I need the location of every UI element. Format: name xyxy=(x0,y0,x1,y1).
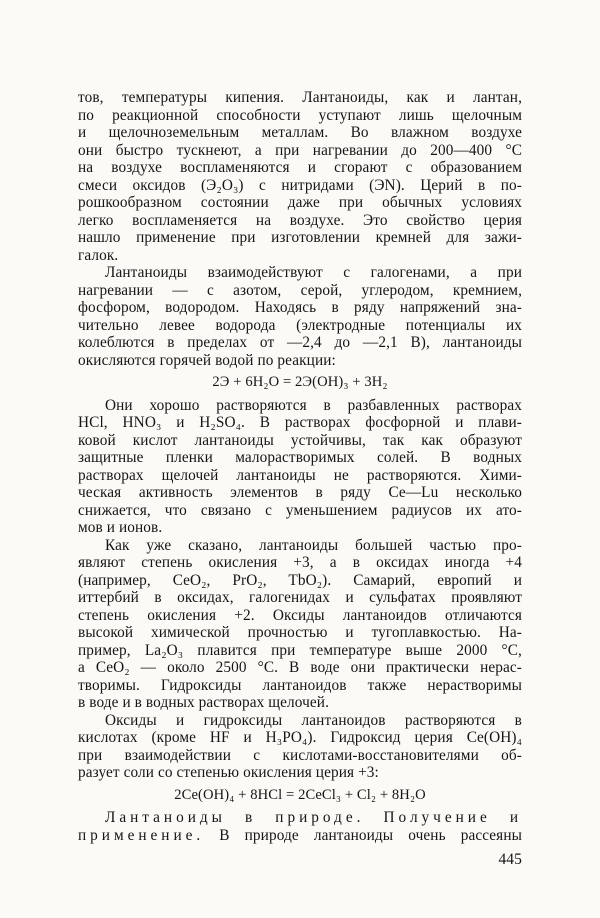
text-line xyxy=(78,827,522,845)
text-line: степень окисления +2. Оксиды лантаноидов отличаются xyxy=(78,606,522,624)
text-line: рошкообразном состоянии даже при обычных условиях xyxy=(78,194,522,211)
text-line: они быстро тускнеют, а при нагревании до 200—400 °С xyxy=(78,141,522,159)
text-line: по реакционной способности уступают лишь щелочным xyxy=(78,106,522,124)
text-line: Оксиды и гидроксиды лантаноидов растворяются в xyxy=(105,711,522,729)
text-line: ческая активность элементов в ряду Ce—Lu несколько xyxy=(78,484,522,501)
spaced-heading-line: Лантаноиды в природе. Получение и xyxy=(105,809,522,826)
text-line: тов, температуры кипения. Лантаноиды, как и лантан, xyxy=(78,89,522,106)
text-line: на воздухе воспламеняются и сгорают с образованием xyxy=(78,159,522,176)
equation-2: 2Ce(OH)₄ + 8HCl = 2CeCl₃ + Cl₂ + 8H₂O xyxy=(174,786,426,803)
text-line: нагревании — с азотом, серой, углеродом, кремнием, xyxy=(78,281,522,299)
text-line: высокой химической прочностью и тугоплавкостью. На- xyxy=(78,624,522,641)
text-line: являют степень окисления +3, а в оксидах иногда +4 xyxy=(78,554,522,571)
text-line: Лантаноиды взаимодействуют с галогенами, а при xyxy=(105,264,522,281)
text-run: В природе лантаноиды очень рассеяны xyxy=(219,826,522,844)
text-line: чительно левее водорода (электродные потенциалы их xyxy=(78,316,522,334)
text-line: ковой кислот лантаноиды устойчивы, так как образуют xyxy=(78,431,522,449)
paragraph-5 xyxy=(78,712,522,782)
text-column xyxy=(78,89,522,869)
paragraph-4 xyxy=(78,537,522,712)
paragraph-1 xyxy=(78,89,522,264)
paragraph-6 xyxy=(78,809,522,844)
text-line: при взаимодействии с кислотами-восстановителями об- xyxy=(78,746,522,764)
text-line: смеси оксидов (Э₂О₃) с нитридами (ЭN). Церий в по- xyxy=(78,176,522,194)
text-line: фосфором, водородом. Находясь в ряду напряжений зна- xyxy=(78,299,522,316)
text-line: мов и ионов. xyxy=(78,519,163,536)
text-line: творимы. Гидроксиды лантаноидов также нерастворимы xyxy=(78,676,522,694)
text-line: Они хорошо растворяются в разбавленных растворах xyxy=(105,396,522,414)
text-line: пример, La₂O₃ плавится при температуре выше 2000 °С, xyxy=(78,641,522,659)
text-line: окисляются горячей водой по реакции: xyxy=(78,351,336,369)
spaced-heading-continuation: применение. xyxy=(78,826,205,844)
text-line: иттербий в оксидах, галогенидах и сульфатах проявляют xyxy=(78,589,522,606)
text-line: защитные пленки малорастворимых солей. В водных xyxy=(78,449,522,466)
text-line: растворах щелочей лантаноиды не растворяются. Хими- xyxy=(78,466,522,484)
text-line: легко воспламеняется на воздухе. Это свойство церия xyxy=(78,211,522,229)
text-line: галок. xyxy=(78,246,119,264)
text-line: (например, CeO₂, PrO₂, TbO₂). Самарий, европий и xyxy=(78,571,522,589)
text-line: Как уже сказано, лантаноиды большей частью про- xyxy=(105,536,522,554)
text-line: снижается, что связано с уменьшением радиусов их ато- xyxy=(78,501,522,519)
page-number: 445 xyxy=(498,851,522,868)
text-line: в воде и в водных растворах щелочей. xyxy=(78,694,330,711)
text-line: и щелочноземельным металлам. Во влажном воздухе xyxy=(78,124,522,141)
paragraph-2 xyxy=(78,264,522,369)
text-line: а CeO₂ — около 2500 °С. В воде они практически нерас- xyxy=(78,659,522,676)
paragraph-3 xyxy=(78,397,522,537)
text-line: нашло применение при изготовлении кремней для зажи- xyxy=(78,229,522,246)
equation-1: 2Э + 6H₂O = 2Э(OH)₃ + 3H₂ xyxy=(212,374,388,390)
text-line: разует соли со степенью окисления церия +3: xyxy=(78,764,379,781)
text-line: кислотах (кроме HF и H₃PO₄). Гидроксид церия Ce(OH)₄ xyxy=(78,729,522,746)
text-line: колеблются в пределах от —2,4 до —2,1 В), лантаноиды xyxy=(78,334,522,351)
text-line: HCl, HNO₃ и H₂SO₄. В растворах фосфорной и плави- xyxy=(78,414,522,431)
